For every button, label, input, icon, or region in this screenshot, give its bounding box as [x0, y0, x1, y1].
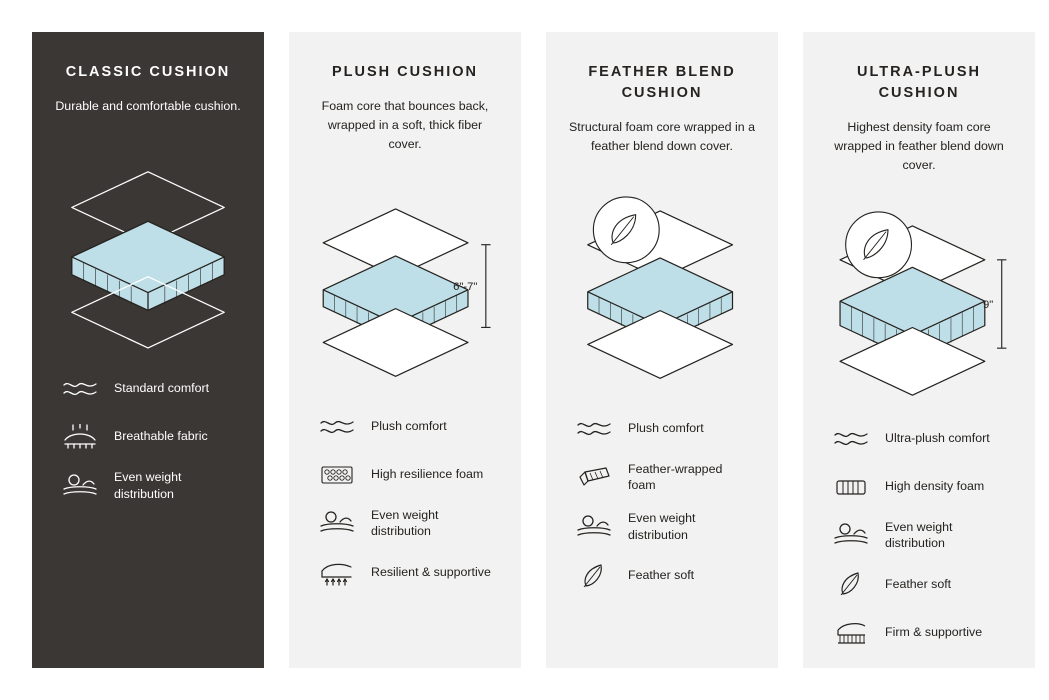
- feature-label: Even weight distribution: [371, 507, 439, 539]
- card-classic-cushion: [32, 32, 264, 668]
- feather-icon: [831, 568, 871, 600]
- wave-lines-icon: [60, 373, 100, 405]
- even-weight-icon: [574, 511, 614, 543]
- feature-label: High density foam: [885, 479, 985, 494]
- cushion-exploded-diagram: [568, 184, 756, 394]
- wave-lines-icon: [317, 411, 357, 443]
- card-description: Structural foam core wrapped in a feather blend down cover.: [569, 120, 755, 153]
- cushion-exploded-diagram: [825, 199, 1013, 409]
- feature-item: [574, 461, 756, 494]
- feature-label: Plush comfort: [371, 419, 447, 434]
- feature-label: High resilience foam: [371, 467, 484, 482]
- feature-item: [317, 507, 499, 540]
- feature-label: Standard comfort: [114, 381, 210, 396]
- even-weight-icon: [60, 470, 100, 502]
- feature-item: [574, 560, 756, 592]
- feature-item: [60, 469, 242, 502]
- cushion-exploded-diagram: [54, 149, 242, 349]
- feature-item: [317, 556, 499, 588]
- cushion-illustration: [54, 132, 242, 367]
- wave-lines-icon: [831, 423, 871, 455]
- even-weight-icon: [831, 519, 871, 551]
- wave-lines-icon: [574, 413, 614, 445]
- cushion-illustration: [568, 172, 756, 407]
- dimension-label: 9": [982, 298, 994, 311]
- cushion-illustration: [311, 170, 499, 405]
- feature-item: [831, 423, 1013, 455]
- breathable-fabric-icon: [60, 421, 100, 453]
- feature-item: [831, 568, 1013, 600]
- feature-list: [311, 411, 499, 588]
- feature-list: [825, 423, 1013, 648]
- card-plush-cushion: [289, 32, 521, 668]
- feature-label: Even weight distribution: [885, 519, 953, 551]
- feature-label: Feather soft: [628, 568, 695, 583]
- feature-label: Breathable fabric: [114, 429, 208, 444]
- card-description: Durable and comfortable cushion.: [55, 99, 241, 114]
- feature-item: [831, 519, 1013, 552]
- card-description: Highest density foam core wrapped in feather blend down cover.: [834, 120, 1004, 172]
- resilient-support-icon: [317, 556, 357, 588]
- feature-item: [831, 616, 1013, 648]
- card-title: ULTRA-PLUSH CUSHION: [856, 64, 982, 102]
- feature-item: [317, 459, 499, 491]
- feature-item: [60, 421, 242, 453]
- card-title: CLASSIC CUSHION: [65, 64, 231, 80]
- feature-label: Even weight distribution: [114, 469, 182, 501]
- feather-wrapped-foam-icon: [574, 461, 614, 493]
- card-title: FEATHER BLEND CUSHION: [588, 64, 736, 102]
- cushion-illustration: [825, 191, 1013, 417]
- feature-item: [60, 373, 242, 405]
- feature-label: Even weight distribution: [628, 511, 696, 542]
- feature-list: [568, 413, 756, 592]
- feature-label: Resilient & supportive: [371, 564, 491, 579]
- feature-list: [54, 373, 242, 502]
- feature-item: [574, 510, 756, 543]
- feather-icon: [574, 560, 614, 592]
- feature-item: [831, 471, 1013, 503]
- cushion-exploded-diagram: [311, 182, 499, 392]
- card-description: Foam core that bounces back, wrapped in a soft, thick fiber cover.: [321, 99, 489, 151]
- even-weight-icon: [317, 507, 357, 539]
- feature-label: Ultra-plush comfort: [885, 431, 990, 446]
- high-density-foam-icon: [831, 471, 871, 503]
- card-feather-blend-cushion: [546, 32, 778, 668]
- feature-item: [317, 411, 499, 443]
- feature-label: Firm & supportive: [885, 624, 983, 639]
- firm-support-icon: [831, 616, 871, 648]
- feature-label: Plush comfort: [628, 421, 704, 436]
- feature-item: [574, 413, 756, 445]
- dimension-label: 6"-7": [453, 280, 478, 293]
- feature-label: Feather-wrapped foam: [628, 461, 723, 493]
- card-ultra-plush-cushion: [803, 32, 1035, 668]
- card-title: PLUSH CUSHION: [331, 64, 479, 80]
- honeycomb-foam-icon: [317, 459, 357, 491]
- feature-label: Feather soft: [885, 576, 952, 591]
